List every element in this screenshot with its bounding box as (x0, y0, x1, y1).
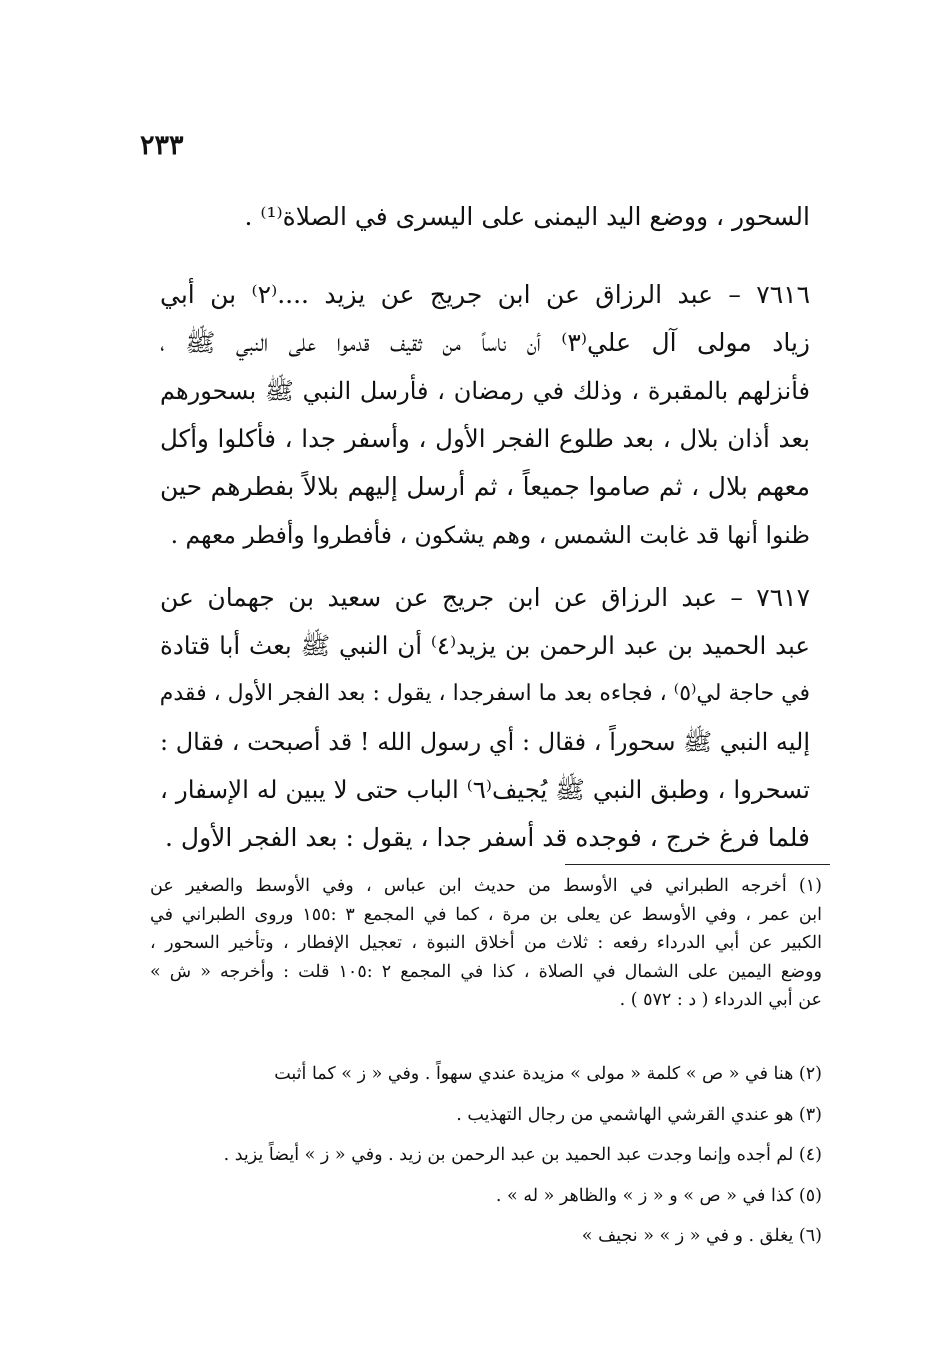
footnote-line: الكبير عن أبي الدرداء رفعه : ثلاث من أخلاق النبوة ، تعجيل الإفطار ، وتأخير السحور ، (150, 933, 822, 953)
text-line: إليه النبي ﷺ سحوراً ، فقال : أي رسول الله ! قد أصبحت ، فقال : (160, 728, 810, 756)
hadith-7616-paragraph (160, 271, 810, 559)
footnote-5: (٥) كذا في « ص » و « ز » والظاهر « له » . (495, 1186, 822, 1206)
footnote-line: ابن عمر ، وفي الأوسط عن يعلى بن مرة ، كما في المجمع ٣ :١٥٥ وروى الطبراني في (150, 904, 822, 925)
hadith-7617-paragraph (160, 574, 810, 862)
text-line: فأنزلهم بالمقبرة ، وذلك في رمضان ، فأرسل النبي ﷺ بسحورهم (160, 377, 810, 405)
text-line: ظنوا أنها قد غابت الشمس ، وهم يشكون ، فأفطروا وأفطر معهم . (170, 521, 810, 549)
page-number: ٢٣٣ (140, 130, 184, 161)
footnote-6: (٦) يغلق . و في « ز » « نجيف » (581, 1226, 822, 1246)
text-line: تسحروا ، وطبق النبي ﷺ يُجيف⁽٦⁾ الباب حتى لا يبين له الإسفار ، (160, 775, 810, 804)
text-line: عبد الحميد بن عبد الرحمن بن يزيد⁽٤⁾ أن النبي ﷺ بعث أبا قتادة (160, 631, 810, 660)
text-line: زياد مولى آل علي⁽٣⁾ أن ناساً من ثقيف قدموا على النبي ﷺ ، (160, 328, 810, 357)
footnote-3: (٣) هو عندي القرشي الهاشمي من رجال التهذيب . (456, 1105, 822, 1125)
text-line: معهم بلال ، ثم صاموا جميعاً ، ثم أرسل إليهم بلالاً بفطرهم حين (160, 472, 810, 501)
text-line: فلما فرغ خرج ، فوجده قد أسفر جدا ، يقول : بعد الفجر الأول . (165, 823, 810, 852)
footnote-line: (١) أخرجه الطبراني في الأوسط من حديث ابن عباس ، وفي الأوسط والصغير عن (150, 876, 822, 896)
text-line: السحور ، ووضع اليد اليمنى على اليسرى في الصلاة⁽¹⁾ . (244, 202, 810, 231)
text-line: في حاجة لي⁽٥⁾ ، فجاءه بعد ما اسفرجدا ، يقول : بعد الفجر الأول ، فقدم (159, 681, 810, 706)
footnote-4: (٤) لم أجده وإنما وجدت عبد الحميد بن عبد الرحمن بن زيد . وفي « ز » أيضاً يزيد . (223, 1145, 822, 1165)
text-line: بعد أذان بلال ، بعد طلوع الفجر الأول ، وأسفر جدا ، فأكلوا وأكل (160, 424, 810, 453)
text-line: ٧٦١٧ – عبد الرزاق عن ابن جريج عن سعيد بن جهمان عن (160, 583, 810, 612)
footnote-1 (150, 872, 822, 1015)
footnote-line: عن أبي الدرداء ( د : ٥٧٢ ) . (619, 990, 822, 1010)
footnote-separator (565, 864, 830, 865)
text-line: ٧٦١٦ – عبد الرزاق عن ابن جريج عن يزيد ....⁽٢⁾ بن أبي (160, 280, 811, 309)
intro-paragraph (160, 193, 810, 241)
footnote-line: ووضع اليمين على الشمال في الصلاة ، كذا في المجمع ٢ :١٠٥ قلت : وأخرجه « ش » (150, 961, 822, 982)
footnote-2: (٢) هنا في « ص » كلمة « مولى » مزيدة عندي سهواً . وفي « ز » كما أثبت (274, 1064, 822, 1084)
